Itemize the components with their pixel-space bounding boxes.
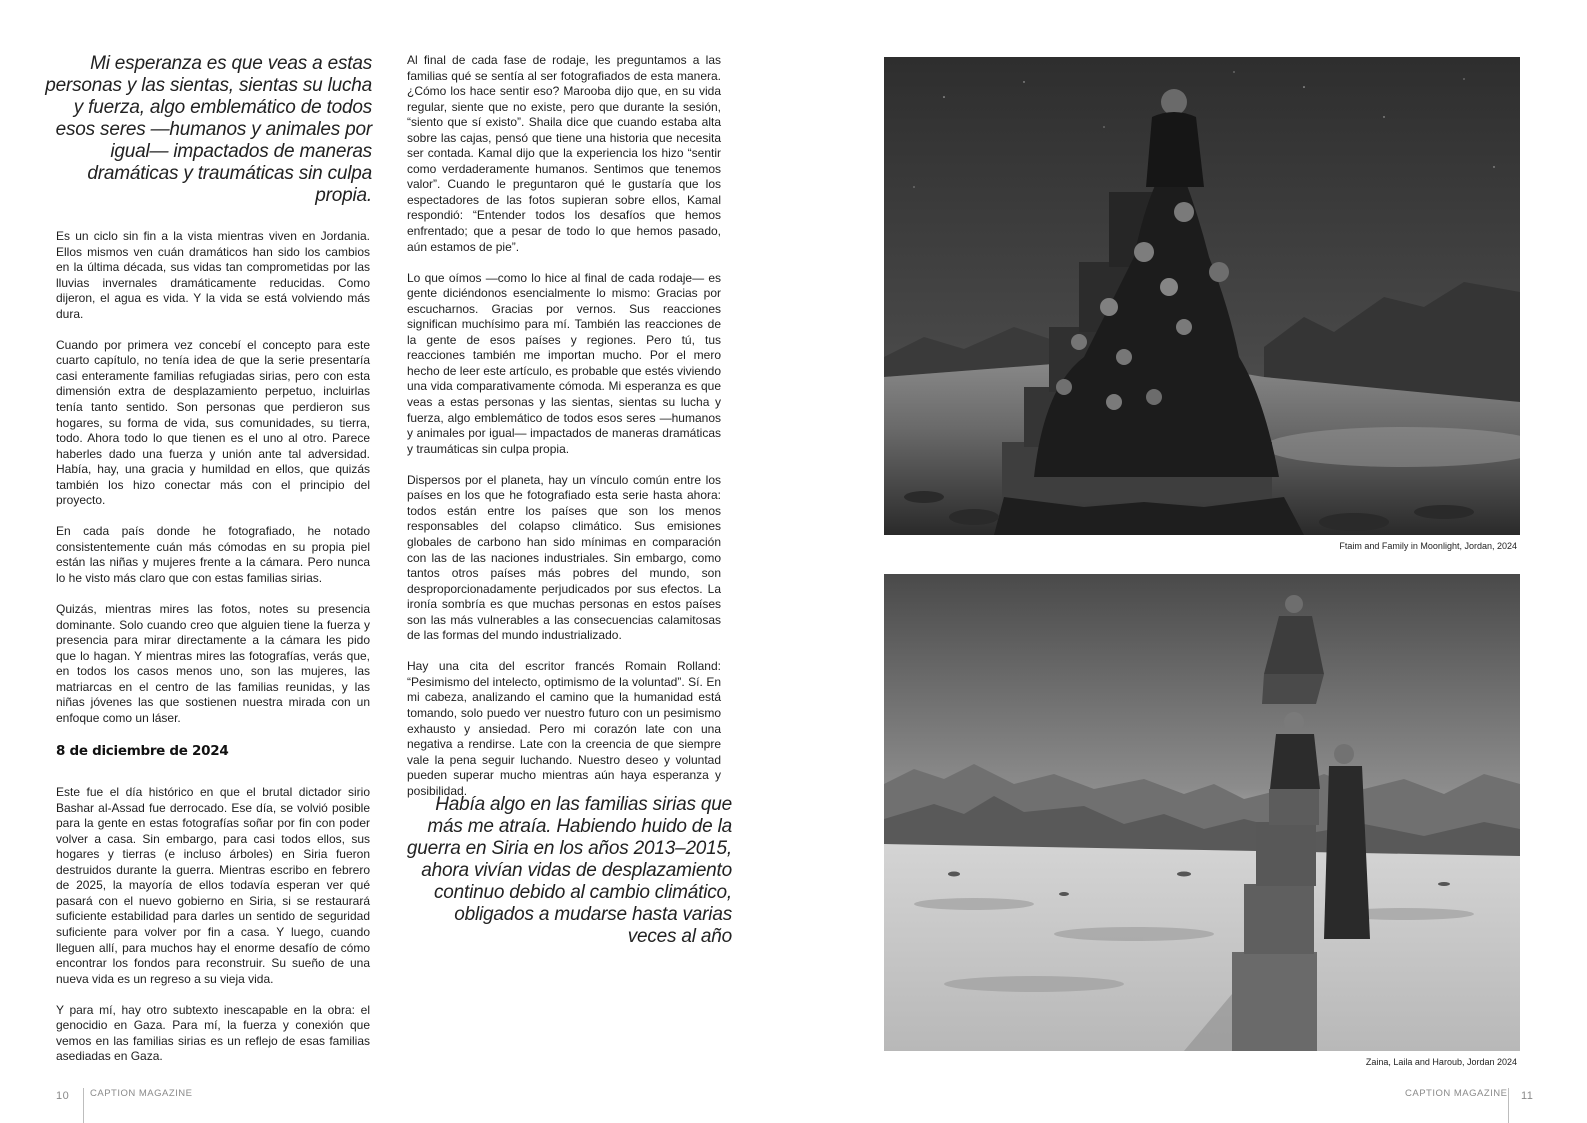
- paragraph: Este fue el día histórico en que el brutal dictador sirio Bashar al-Assad fue derrocado. Ese día, se volvió posible para la gente en estas fotografías soñar por fin con poder volver a casa. Sin embargo, para casi todos ellos, sus hogares y tierras (e incluso árboles) en Siria fueron destruidos durante la guerra. Mientras escribo en febrero de 2025, la mayoría de ellos todavía esperan ver qué pasará con el nuevo gobierno en Siria, si se restaurará suficiente estabilidad para darles un sentido de seguridad suficiente para volver por fin a casa. Y luego, cuando lleguen allí, para muchos hay el enorme desafío de cómo encontrar los fondos para reconstruir. Su sueño de una nueva vida es un regreso a su vieja vida.: [56, 785, 370, 986]
- footer-divider: [1508, 1088, 1509, 1123]
- paragraph: Hay una cita del escritor francés Romain Rolland: “Pesimismo del intelecto, optimismo de la voluntad”. Sí. En mi cabeza, analizando el camino que la humanidad está tomando, solo puedo ver nuestro futuro con un pesimismo exhausto y ansiedad. Pero mi corazón late con una negativa a rendirse. Late con la creencia de que siempre vale la pena seguir luchando. Nuestro deseo y voluntad pueden superar mucho mientras aún haya esperanza y posibilidad.: [407, 659, 721, 798]
- pull-quote-left: Mi esperanza es que veas a estas personas y las sientas, sientas su lucha y fuerza, algo emblemático de todos esos seres —humanos y animales por igual— impactados de maneras dramáticas y traumáticas sin culpa propia.: [45, 53, 372, 206]
- paragraph: Cuando por primera vez concebí el concepto para este cuarto capítulo, no tenía idea de que la serie presentaría casi enteramente familias refugiadas sirias, pero con esta dimensión extra de desplazamiento perpetuo, incluirlas tenía tanto sentido. Son personas que perdieron sus hogares, su forma de vida, sus comunidades, su tierra, todo. Ahora todo lo que tienen es el uno al otro. Parece haberles dado una fuerza y unión ante tal adversidad. Había, hay, una gracia y humildad en ellos, que quizás también los hizo conectar más con el principio del proyecto.: [56, 337, 370, 508]
- section-heading: 8 de diciembre de 2024: [56, 743, 229, 760]
- photo-caption: Zaina, Laila and Haroub, Jordan 2024: [1365, 1057, 1517, 1067]
- paragraph: Al final de cada fase de rodaje, les preguntamos a las familias qué se sentía al ser fotografiados de esta manera. ¿Cómo los hace sentir eso? Marooba dijo que, en su vida regular, siente que no existe, pero que durante la sesión, “siento que sí existo”. Shaila dice que cuando estaba alta sobre las cajas, pensó que tiene una historia que necesita ser contada. Kamal dijo que la experiencia los hizo “sentir como verdaderamente humanos. Sentimos que tenemos valor”. Cuando le preguntaron qué le gustaría que los espectadores de las fotos supieran sobre ellos, Kamal respondió: “Entender todos los desafíos que hemos enfrentado; que a pesar de todo lo que hemos pasado, aún estamos de pie”.: [407, 53, 721, 254]
- magazine-name: CAPTION MAGAZINE: [1405, 1088, 1508, 1099]
- magazine-name: CAPTION MAGAZINE: [90, 1088, 193, 1099]
- paragraph: Es un ciclo sin fin a la vista mientras viven en Jordania. Ellos mismos ven cuán dramáticos han sido los cambios en la última década, sus vidas tan comprometidas por las lluvias invernales dramáticamente reducidas. Como dijeron, el agua es vida. Y la vida se está volviendo más dura.: [56, 229, 370, 321]
- text-column-2: [407, 53, 721, 799]
- pull-quote-right: Había algo en las familias sirias que más me atraía. Habiendo huido de la guerra en Siria en los años 2013–2015, ahora vivían vidas de desplazamiento continuo debido al cambio climático, obligados a mudarse hasta varias veces al año: [406, 794, 732, 947]
- paragraph: Lo que oímos —como lo hice al final de cada rodaje— es gente diciéndonos esencialmente lo mismo: Gracias por escucharnos. Gracias por vernos. Sus reacciones significan muchísimo para mí. También las reacciones de la gente de esos países y regiones. Pero tú, tus reacciones también me importan mucho. Por el mero hecho de leer este artículo, es probable que estés viviendo una vida comparativamente cómoda. Mi esperanza es que veas a estas personas y las sientas, sientas su lucha y fuerza, algo emblemático de todos esos seres —humanos y animales por igual— impactados de maneras dramáticas y traumáticas sin culpa propia.: [407, 270, 721, 456]
- footer-divider: [83, 1088, 84, 1123]
- photo-three-girls: [884, 574, 1520, 1051]
- text-column-1: [56, 229, 370, 1065]
- page-number: 11: [1521, 1090, 1534, 1102]
- paragraph: Quizás, mientras mires las fotos, notes su presencia dominante. Solo cuando creo que alguien tiene la fuerza y presencia para mirar directamente a la cámara les pido que lo hagan. Y mientras mires las fotografías, verás que, en todos los casos menos uno, son las mujeres, las matriarcas en el centro de las familias reunidas, y las niñas jóvenes las que sostienen nuestra mirada con un enfoque como un láser.: [56, 602, 370, 725]
- photo-caption: Ftaim and Family in Moonlight, Jordan, 2024: [1339, 541, 1517, 551]
- photo-family-moonlight: [884, 57, 1520, 535]
- paragraph: Y para mí, hay otro subtexto inescapable en la obra: el genocidio en Gaza. Para mí, la fuerza y conexión que vemos en las familias sirias es un reflejo de esas familias asediadas en Gaza.: [56, 1002, 370, 1064]
- paragraph: En cada país donde he fotografiado, he notado consistentemente cuán más cómodas en su propia piel están las niñas y mujeres frente a la cámara. Pero nunca lo he visto más claro que con estas familias sirias.: [56, 524, 370, 586]
- page-number: 10: [56, 1090, 70, 1102]
- paragraph: Dispersos por el planeta, hay un vínculo común entre los países en los que he fotografiado esta serie hasta ahora: todos están entre los países que son los menos responsables del colapso climático. Sus emisiones globales de carbono han sido mínimas en comparación con las de las naciones industriales. Sin embargo, como tantos otros países más pobres del mundo, son desproporcionadamente perjudicados por sus efectos. La ironía sombría es que muchas personas en estos países son las más vulnerables a las consecuencias calamitosas de las formas del mundo industrializado.: [407, 472, 721, 643]
